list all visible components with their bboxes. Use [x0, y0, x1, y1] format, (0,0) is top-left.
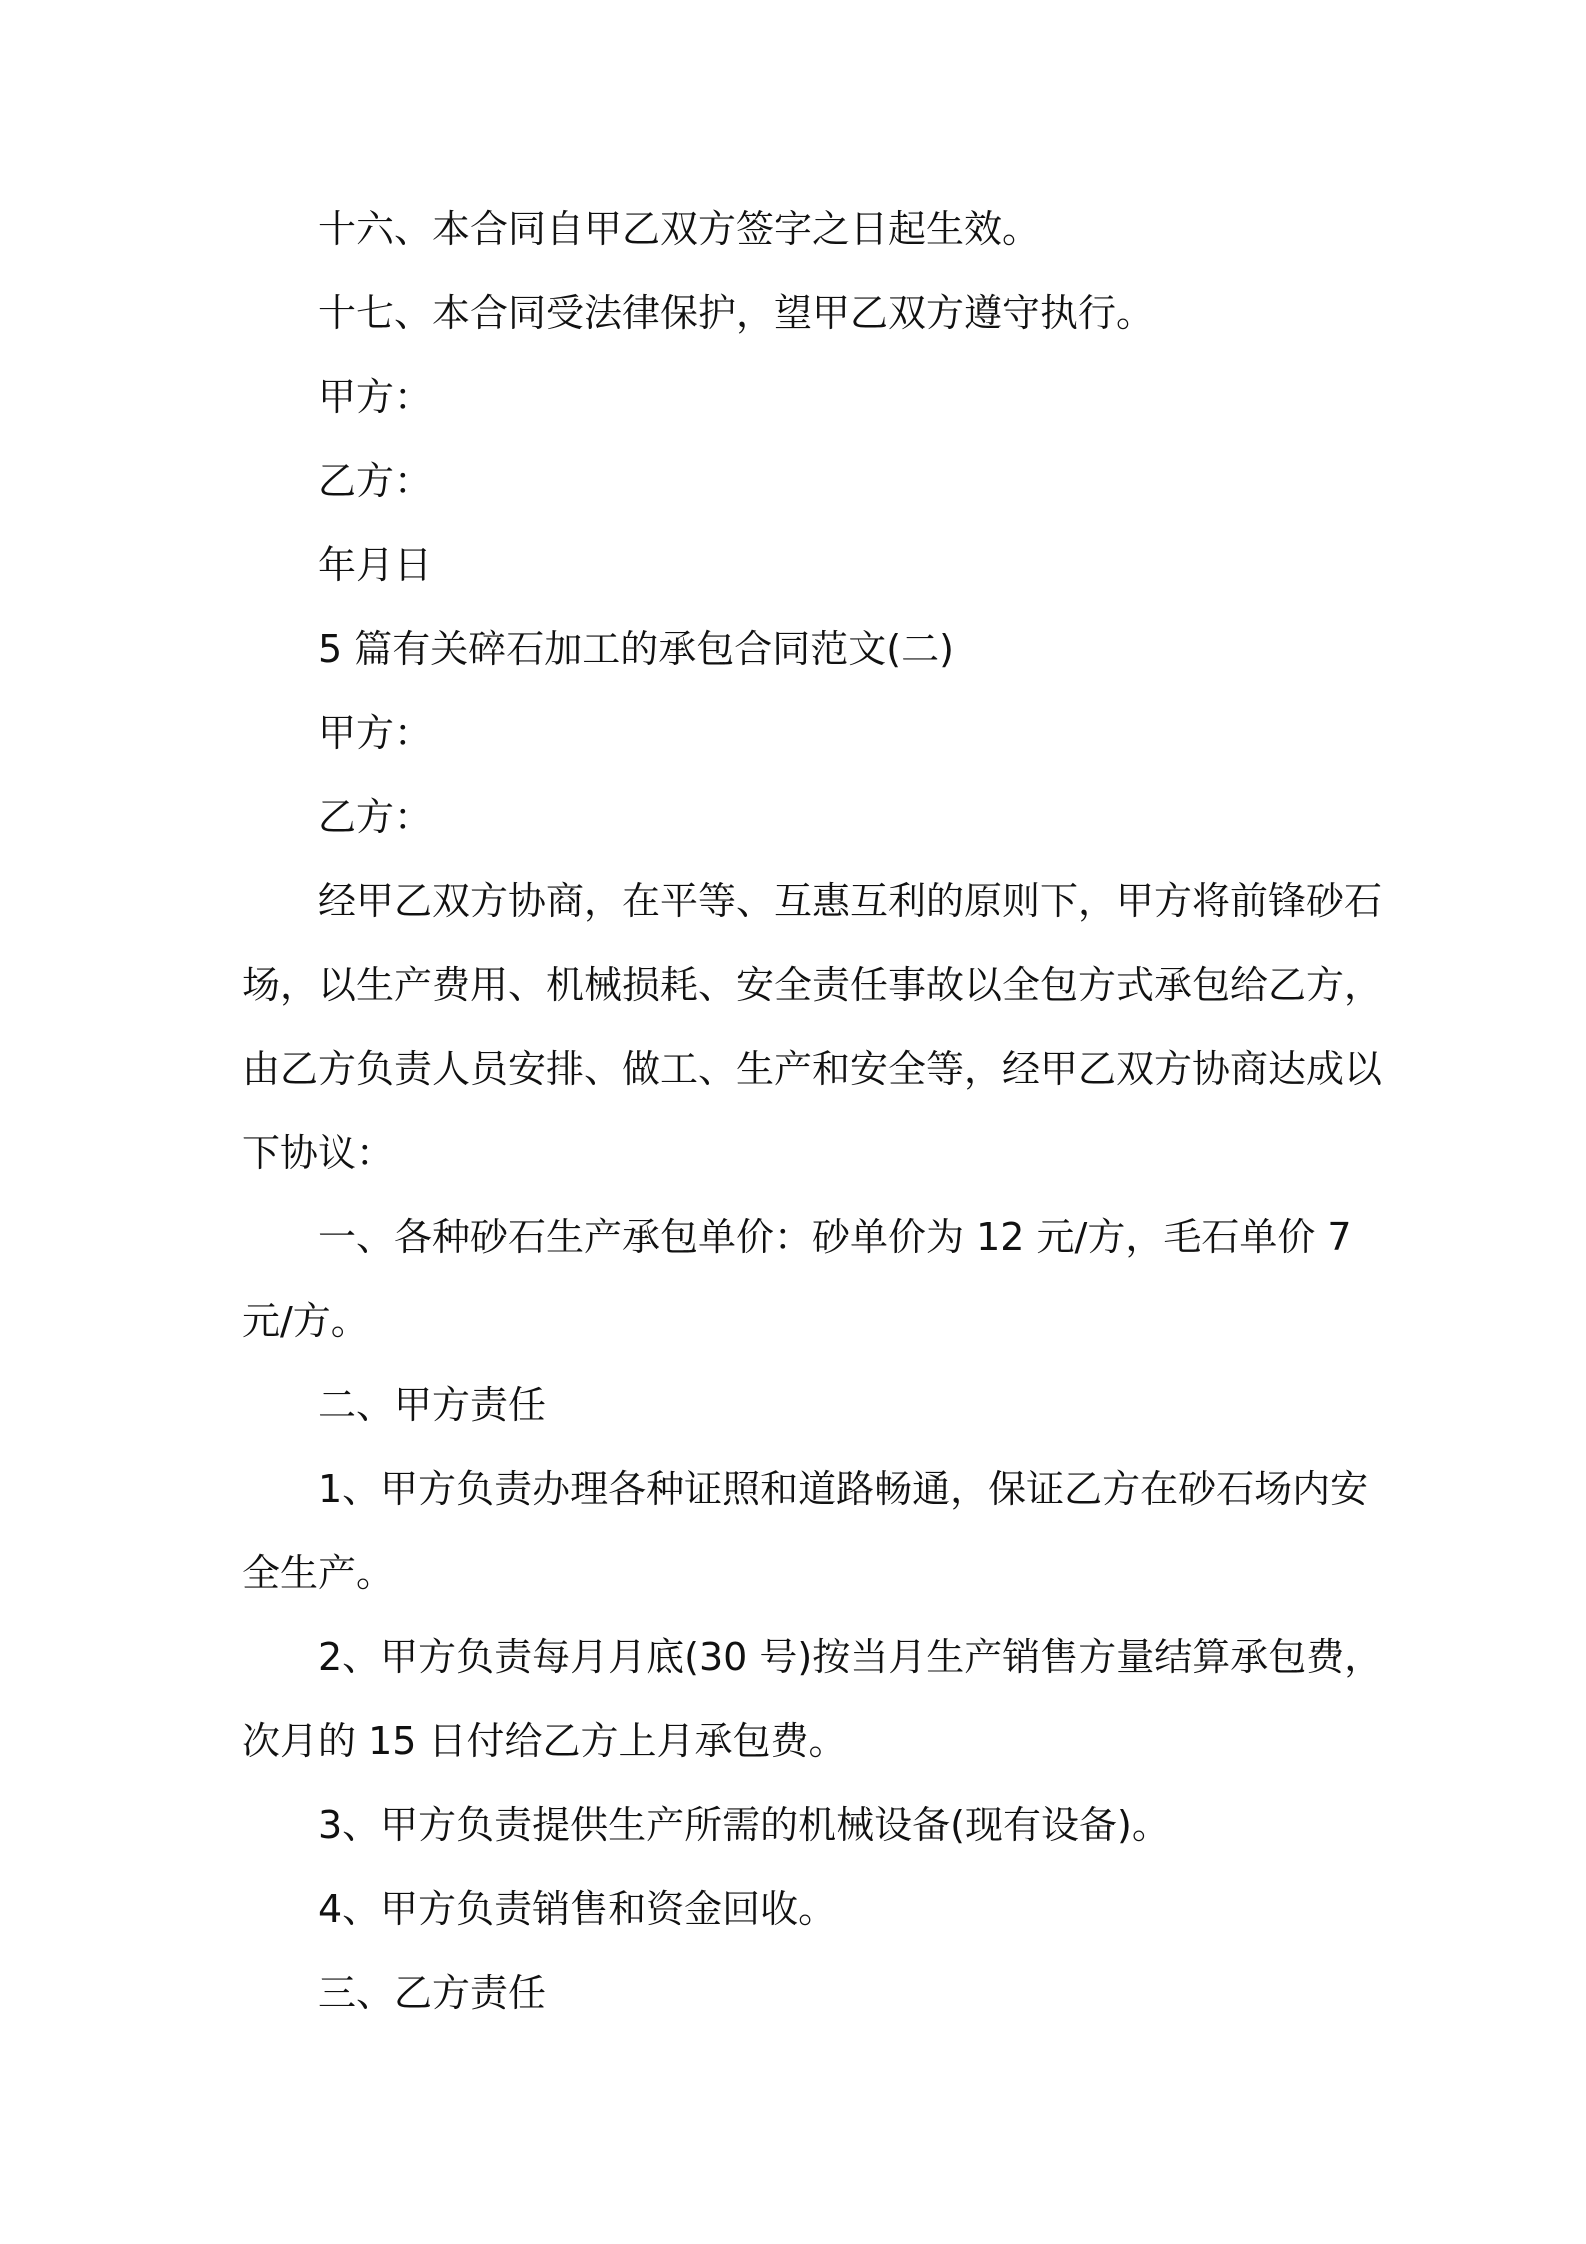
intro-paragraph-line-4: 下协议：	[242, 1131, 395, 1175]
party-a-duty-4: 4、甲方负责销售和资金回收。	[318, 1887, 837, 1931]
clause-17: 十七、本合同受法律保护，望甲乙双方遵守执行。	[318, 291, 1155, 335]
party-a-duty-1-line-1: 1、甲方负责办理各种证照和道路畅通，保证乙方在砂石场内安	[318, 1467, 1369, 1511]
party-a-duty-2-line-2: 次月的 15 日付给乙方上月承包费。	[242, 1719, 847, 1763]
unit-price-line-2: 元/方。	[242, 1299, 369, 1343]
clause-16: 十六、本合同自甲乙双方签字之日起生效。	[318, 207, 1041, 251]
party-b-label: 乙方：	[318, 795, 433, 839]
intro-paragraph-line-1: 经甲乙双方协商，在平等、互惠互利的原则下，甲方将前锋砂石	[318, 879, 1383, 923]
date-label: 年月日	[318, 543, 433, 587]
party-a-duty-2-line-1: 2、甲方负责每月月底(30 号)按当月生产销售方量结算承包费，	[318, 1635, 1383, 1679]
intro-paragraph-line-3: 由乙方负责人员安排、做工、生产和安全等，经甲乙双方协商达成以	[242, 1047, 1383, 1091]
section-title: 5 篇有关碎石加工的承包合同范文(二)	[318, 627, 954, 671]
party-a-duty-3: 3、甲方负责提供生产所需的机械设备(现有设备)。	[318, 1803, 1170, 1847]
party-b-duties-heading: 三、乙方责任	[318, 1971, 547, 2015]
party-a-duty-1-line-2: 全生产。	[242, 1551, 395, 1595]
intro-paragraph-line-2: 场，以生产费用、机械损耗、安全责任事故以全包方式承包给乙方，	[242, 963, 1383, 1007]
unit-price-line-1: 一、各种砂石生产承包单价：砂单价为 12 元/方，毛石单价 7	[318, 1215, 1352, 1259]
party-a-signature-label: 甲方：	[318, 375, 433, 419]
party-b-signature-label: 乙方：	[318, 459, 433, 503]
party-a-label: 甲方：	[318, 711, 433, 755]
party-a-duties-heading: 二、甲方责任	[318, 1383, 547, 1427]
